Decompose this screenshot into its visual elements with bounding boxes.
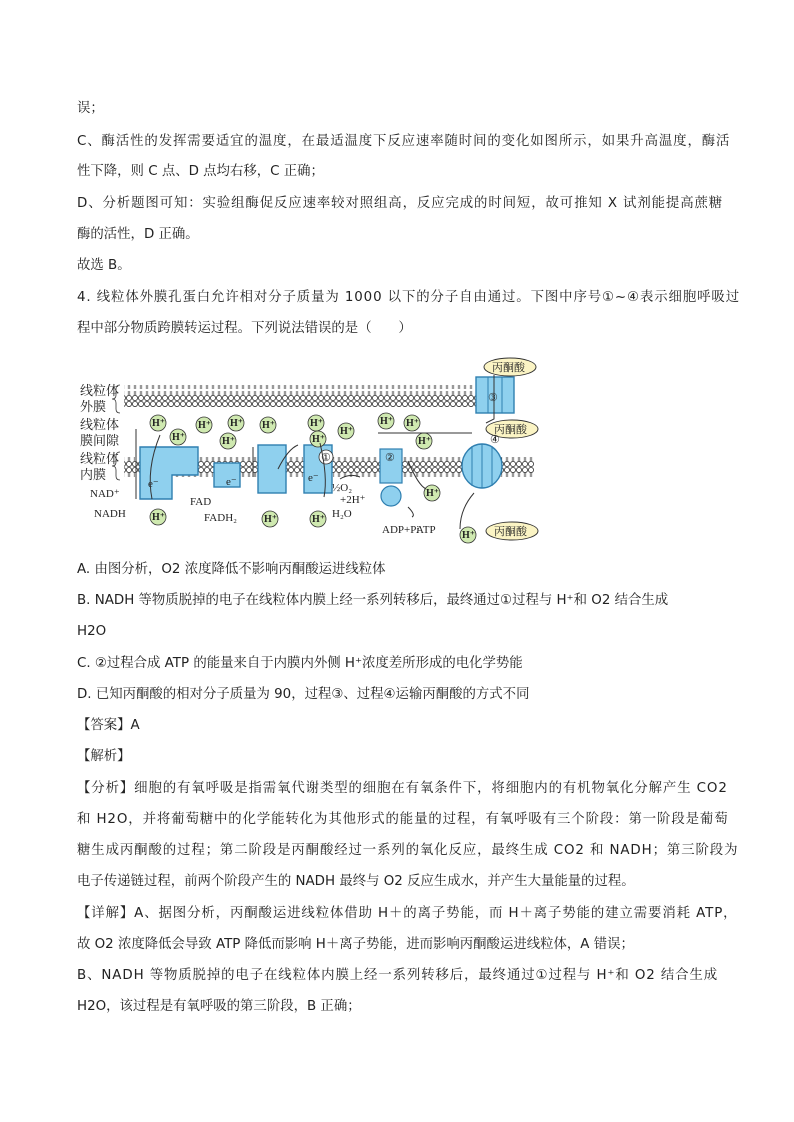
label-h2o: H₂O: [332, 508, 352, 520]
label-o2: ½O₂: [332, 482, 353, 494]
text-line: 酶的活性，D 正确。: [77, 227, 199, 242]
porin-channel-3: [476, 377, 514, 413]
svg-text:H⁺: H⁺: [418, 436, 432, 447]
question-stem: 程中部分物质跨膜转运过程。下列说法错误的是（ ）: [77, 321, 412, 336]
answer-label: 【答案】A: [77, 718, 140, 733]
num-4: ④: [490, 434, 500, 446]
svg-text:H⁺: H⁺: [198, 420, 212, 431]
complex-IV: [304, 445, 333, 493]
svg-text:H⁺: H⁺: [152, 512, 166, 523]
svg-text:H⁺: H⁺: [230, 418, 244, 429]
pyruvate-carrier-4: [460, 434, 502, 529]
label-inner-membrane-2: 内膜: [80, 467, 107, 482]
svg-text:H⁺: H⁺: [172, 432, 186, 443]
label-outer-membrane-1: 线粒体: [80, 383, 120, 398]
option-b-cont: H2O: [77, 624, 107, 639]
label-intermembrane-2: 膜间隙: [80, 433, 120, 448]
label-inner-membrane-1: 线粒体: [80, 451, 120, 466]
svg-text:H⁺: H⁺: [152, 418, 166, 429]
text-line: D、分析题图可知：实验组酶促反应速率较对照组高，反应完成的时间短，故可推知 X 试剂能提高蔗糖: [77, 196, 724, 211]
analysis-text: 【分析】细胞的有氧呼吸是指需氧代谢类型的细胞在有氧条件下，将细胞内的有机物氧化分解产生 CO2: [77, 781, 728, 796]
pyruvate-bottom: [486, 522, 538, 540]
question-stem: 4. 线粒体外膜孔蛋白允许相对分子质量为 1000 以下的分子自由通过。下图中序号①~④表示细胞呼吸过: [77, 290, 740, 305]
svg-text:e⁻: e⁻: [148, 478, 159, 490]
num-1: ①: [321, 452, 331, 464]
complex-II: [214, 463, 240, 488]
label-fadh2: FADH₂: [204, 512, 237, 524]
svg-text:丙酮酸: 丙酮酸: [492, 362, 525, 374]
svg-text:H⁺: H⁺: [462, 530, 476, 541]
mitochondria-transport-figure: [78, 357, 550, 549]
detail-text: 【详解】A、据图分析，丙酮酸运进线粒体借助 H＋的离子势能，而 H＋离子势能的建立需要消耗 ATP，: [77, 906, 738, 921]
label-nadh: NADH: [94, 508, 126, 520]
pyruvate-top: [484, 358, 536, 376]
label-atp: ATP: [416, 524, 436, 536]
atp-synthase: [380, 449, 402, 506]
option-c: C. ②过程合成 ATP 的能量来自于内膜内外侧 H⁺浓度差所形成的电化学势能: [77, 656, 523, 671]
svg-text:丙酮酸: 丙酮酸: [494, 526, 527, 538]
analysis-text: 电子传递链过程，前两个阶段产生的 NADH 最终与 O2 反应生成水，并产生大量能量的过程。: [77, 874, 635, 889]
label-adp-pi: ADP+Pi: [382, 524, 420, 536]
svg-text:e⁻: e⁻: [308, 472, 319, 484]
svg-text:H⁺: H⁺: [262, 420, 276, 431]
svg-text:H⁺: H⁺: [380, 416, 394, 427]
outer-membrane: [124, 385, 482, 407]
svg-text:H⁺: H⁺: [406, 418, 420, 429]
analysis-heading: 【解析】: [77, 749, 131, 764]
svg-text:H⁺: H⁺: [312, 434, 326, 445]
svg-text:H⁺: H⁺: [310, 418, 324, 429]
text-line: 性下降，则 C 点、D 点均右移，C 正确；: [77, 164, 324, 179]
label-intermembrane-1: 线粒体: [80, 417, 120, 432]
detail-text: H2O，该过程是有氧呼吸的第三阶段，B 正确；: [77, 999, 361, 1014]
detail-text: 故 O2 浓度降低会导致 ATP 降低而影响 H＋离子势能，进而影响丙酮酸运进线粒体，A 错误；: [77, 937, 634, 952]
option-b: B. NADH 等物质脱掉的电子在线粒体内膜上经一系列转移后，最终通过①过程与 H⁺和 O2 结合生成: [77, 593, 669, 608]
label-fad: FAD: [190, 496, 212, 508]
label-plus-2h: +2H⁺: [340, 494, 366, 506]
region-labels: [80, 383, 120, 482]
label-nad: NAD⁺: [90, 488, 120, 500]
svg-text:H⁺: H⁺: [426, 488, 440, 499]
option-d: D. 已知丙酮酸的相对分子质量为 90，过程③、过程④运输丙酮酸的方式不同: [77, 687, 530, 702]
text-line: 故选 B。: [77, 258, 131, 273]
analysis-text: 糖生成丙酮酸的过程；第二阶段是丙酮酸经过一系列的氧化反应，最终生成 CO2 和 NADH；第三阶段为: [77, 843, 739, 858]
option-a: A. 由图分析，O2 浓度降低不影响丙酮酸运进线粒体: [77, 562, 386, 577]
text-line: 误；: [77, 101, 104, 116]
svg-text:H⁺: H⁺: [312, 514, 326, 525]
analysis-text: 和 H2O，并将葡萄糖中的化学能转化为其他形式的能量的过程，有氧呼吸有三个阶段：第一阶段是葡萄: [77, 812, 729, 827]
svg-text:H⁺: H⁺: [222, 436, 236, 447]
label-outer-membrane-2: 外膜: [80, 399, 107, 414]
complex-I: [136, 429, 198, 499]
detail-text: B、NADH 等物质脱掉的电子在线粒体内膜上经一系列转移后，最终通过①过程与 H⁺和 O2 结合生成: [77, 968, 719, 983]
num-2: ②: [385, 452, 395, 464]
text-line: C、酶活性的发挥需要适宜的温度，在最适温度下反应速率随时间的变化如图所示，如果升高温度，酶活: [77, 134, 731, 149]
svg-text:H⁺: H⁺: [264, 514, 278, 525]
svg-text:H⁺: H⁺: [340, 426, 354, 437]
svg-text:丙酮酸: 丙酮酸: [494, 424, 527, 436]
svg-text:e⁻: e⁻: [226, 476, 237, 488]
complex-III: [258, 445, 286, 493]
num-3: ③: [488, 392, 498, 404]
